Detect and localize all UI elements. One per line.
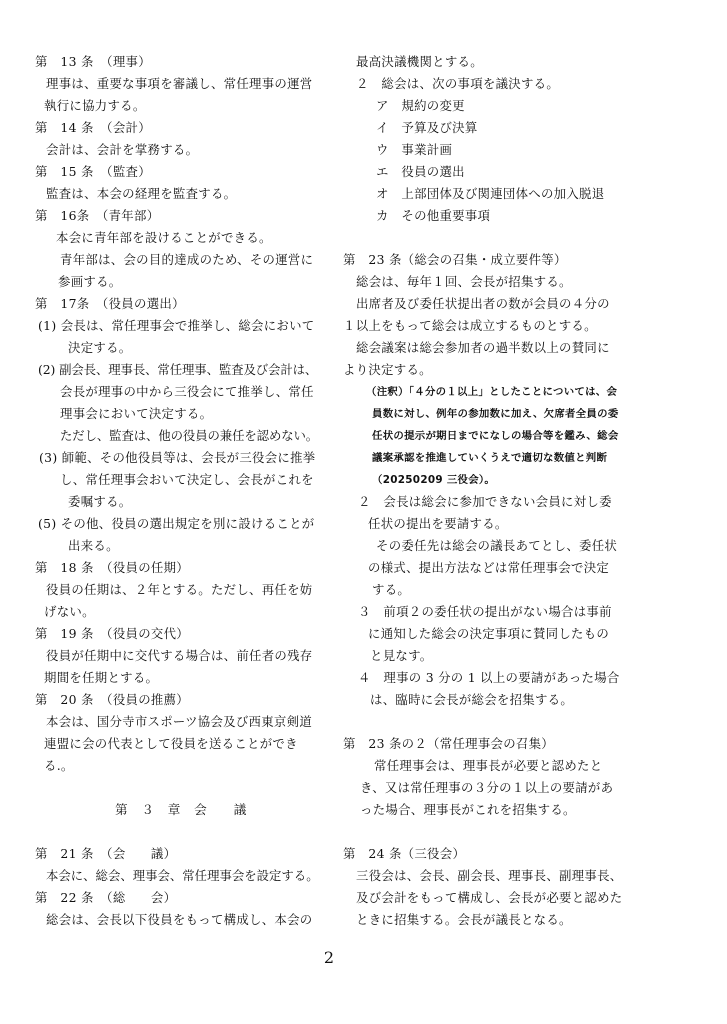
- body-text: ２ 総会は、次の事項を議決する。: [356, 76, 560, 91]
- body-text: ときに招集する。会長が議長となる。: [356, 912, 572, 927]
- body-text: ２ 会長は総会に参加できない会員に対し委: [358, 494, 612, 509]
- note-text: 議案承認を推進していくうえで適切な数値と判断: [372, 452, 608, 464]
- article-heading: 第 22 条 （総 会）: [35, 890, 177, 905]
- body-text: 委嘱する。: [68, 494, 132, 509]
- body-text: 総会議案は総会参加者の過半数以上の賛同に: [356, 340, 610, 355]
- body-text: 三役会は、会長、副会長、理事長、副理事長、: [356, 868, 623, 883]
- body-text: ４ 理事の 3 分の 1 以上の要請があった場合: [358, 670, 620, 685]
- body-text: と見なす。: [370, 648, 433, 663]
- body-text: 本会は、国分寺市スポーツ協会及び西東京剣道: [46, 714, 313, 729]
- article-heading: 第 24 条（三役会）: [343, 846, 466, 861]
- article-heading: 第 15 条 （監査）: [35, 164, 151, 179]
- body-text: 会長が理事の中から三役会にて推挙し、常任: [60, 384, 314, 399]
- body-text: 会計は、会計を掌務する。: [46, 142, 199, 157]
- article-heading: 第 14 条 （会計）: [35, 120, 151, 135]
- article-heading: 第 13 条 （理事）: [35, 54, 151, 69]
- chapter-heading: 第 ３ 章 会 議: [115, 802, 247, 817]
- body-text: 常任理事会は、理事長が必要と認めたと: [374, 758, 603, 773]
- article-heading: 第 16条 （青年部）: [35, 208, 160, 223]
- body-text: 連盟に会の代表として役員を送ることができ: [44, 736, 298, 751]
- body-text: に通知した総会の決定事項に賛同したもの: [368, 626, 610, 641]
- body-text: 理事は、重要な事項を審議し、常任理事の運営: [46, 76, 313, 91]
- body-text: の様式、提出方法などは常任理事会で決定: [368, 560, 610, 575]
- article-heading: 第 21 条 （会 議）: [35, 846, 177, 861]
- body-text: ただし、監査は、他の役員の兼任を認めない。: [60, 428, 319, 443]
- body-text: った場合、理事長がこれを招集する。: [360, 802, 576, 817]
- list-item: ウ 事業計画: [376, 142, 453, 157]
- body-text: ３ 前項２の委任状の提出がない場合は事前: [358, 604, 612, 619]
- body-text: し、常任理事会おいて決定し、会長がこれを: [60, 472, 314, 487]
- note-text: 任状の提示が期日までになしの場合等を鑑み、総会: [372, 430, 619, 442]
- body-text: 最高決議機関とする。: [356, 54, 483, 69]
- body-text: げない。: [44, 604, 95, 619]
- list-item: カ その他重要事項: [376, 208, 491, 223]
- body-text: より決定する。: [343, 362, 432, 377]
- body-text: 総会は、会長以下役員をもって構成し、本会の: [46, 912, 313, 927]
- list-item: (3) 師範、その他役員等は、会長が三役会に推挙: [39, 450, 316, 465]
- body-text: 役員の任期は、２年とする。ただし、再任を妨: [46, 582, 313, 597]
- body-text: 役員が任期中に交代する場合は、前任者の残存: [46, 648, 313, 663]
- article-heading: 第 18 条 （役員の任期）: [35, 560, 190, 575]
- article-heading: 第 23 条（総会の召集・成立要件等）: [343, 252, 567, 267]
- list-item: イ 予算及び決算: [376, 120, 478, 135]
- list-item: (5) その他、役員の選出規定を別に設けることが: [38, 516, 315, 531]
- body-text: 決定する。: [68, 340, 132, 355]
- body-text: 総会は、毎年１回、会長が招集する。: [356, 274, 572, 289]
- note-text: （20250209 三役会）。: [372, 474, 496, 486]
- body-text: する。: [372, 582, 411, 597]
- list-item: オ 上部団体及び関連団体への加入脱退: [376, 186, 605, 201]
- body-text: る.。: [44, 758, 74, 773]
- body-text: き、又は常任理事の３分の１以上の要請があ: [360, 780, 614, 795]
- body-text: 本会に、総会、理事会、常任理事会を設定する。: [46, 868, 319, 883]
- article-heading: 第 19 条 （役員の交代）: [35, 626, 190, 641]
- list-item: エ 役員の選出: [376, 164, 465, 179]
- article-heading: 第 20 条 （役員の推薦）: [35, 692, 190, 707]
- article-heading: 第 23 条の２（常任理事会の召集）: [343, 736, 554, 751]
- note-text: 員数に対し、例年の参加数に加え、欠席者全員の委: [372, 408, 619, 420]
- body-text: その委任先は総会の議長あてとし、委任状: [376, 538, 618, 553]
- body-text: 青年部は、会の目的達成のため、その運営に: [60, 252, 314, 267]
- body-text: 参画する。: [58, 274, 122, 289]
- article-heading: 第 17条 （役員の選出）: [35, 296, 185, 311]
- body-text: は、臨時に会長が総会を招集する。: [370, 692, 574, 707]
- list-item: (2) 副会長、理事長、常任理事、監査及び会計は、: [38, 362, 318, 377]
- body-text: 出席者及び委任状提出者の数が会員の４分の: [356, 296, 610, 311]
- body-text: 監査は、本会の経理を監査する。: [46, 186, 237, 201]
- body-text: 任状の提出を要請する。: [368, 516, 508, 531]
- list-item: (1) 会長は、常任理事会で推挙し、総会において: [38, 318, 315, 333]
- body-text: 執行に協力する。: [44, 98, 146, 113]
- body-text: 及び会計をもって構成し、会長が必要と認めた: [356, 890, 623, 905]
- page-number: 2: [323, 948, 335, 967]
- body-text: １以上をもって総会は成立するものとする。: [343, 318, 597, 333]
- body-text: 理事会において決定する。: [60, 406, 213, 421]
- list-item: ア 規約の変更: [376, 98, 465, 113]
- body-text: 本会に青年部を設けることができる。: [56, 230, 272, 245]
- note-text: （注釈）「４分の１以上」としたことについては、会: [366, 386, 618, 398]
- body-text: 出来る。: [68, 538, 119, 553]
- body-text: 期間を任期とする。: [44, 670, 159, 685]
